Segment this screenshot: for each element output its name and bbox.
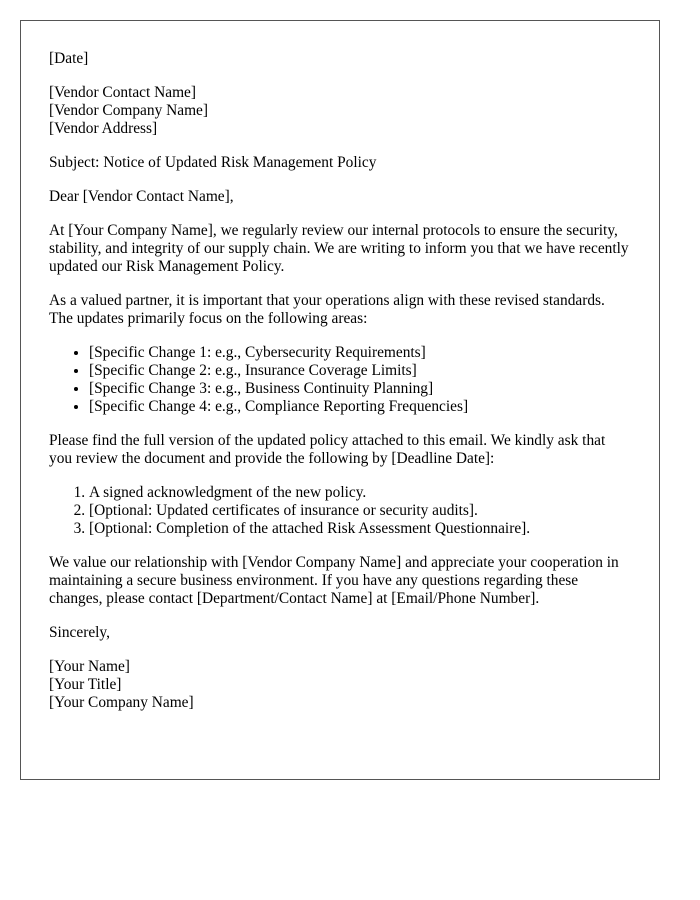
requirements-list xyxy=(49,484,631,538)
sender-company: [Your Company Name] xyxy=(49,694,194,711)
list-item: • [Specific Change 3: e.g., Business Continuity Planning] xyxy=(89,380,631,398)
letter-signoff: Sincerely, xyxy=(49,624,110,641)
list-item: 2. [Optional: Updated certificates of insurance or security audits]. xyxy=(89,502,631,520)
paragraph-request: Please find the full version of the updated policy attached to this email. We kindly ask that you review the document and provide the following by [Deadline Date]: xyxy=(49,432,606,467)
sender-title: [Your Title] xyxy=(49,676,122,693)
letter-document xyxy=(20,20,660,780)
recipient-address-block xyxy=(49,84,631,138)
policy-changes-list xyxy=(49,344,631,416)
sender-name: [Your Name] xyxy=(49,658,130,675)
list-item: 3. [Optional: Completion of the attached Risk Assessment Questionnaire]. xyxy=(89,520,631,538)
list-item: • [Specific Change 1: e.g., Cybersecurity Requirements] xyxy=(89,344,631,362)
recipient-company-name: [Vendor Company Name] xyxy=(49,102,208,119)
list-item: • [Specific Change 4: e.g., Compliance Reporting Frequencies] xyxy=(89,398,631,416)
letter-date: [Date] xyxy=(49,50,89,67)
paragraph-intro: At [Your Company Name], we regularly review our internal protocols to ensure the security, stability, and integrity of our supply chain. We are writing to inform you that we have recently updated our Risk Management Policy. xyxy=(49,222,629,275)
paragraph-closing: We value our relationship with [Vendor Company Name] and appreciate your cooperation in maintaining a secure business environment. If you have any questions regarding these changes, please contact [Department/Contact Name] at [Email/Phone Number]. xyxy=(49,554,619,607)
paragraph-partner: As a valued partner, it is important that your operations align with these revised standards. The updates primarily focus on the following areas: xyxy=(49,292,605,327)
recipient-address: [Vendor Address] xyxy=(49,120,158,137)
list-item: 1. A signed acknowledgment of the new policy. xyxy=(89,484,631,502)
letter-salutation: Dear [Vendor Contact Name], xyxy=(49,188,234,205)
list-item: • [Specific Change 2: e.g., Insurance Coverage Limits] xyxy=(89,362,631,380)
recipient-contact-name: [Vendor Contact Name] xyxy=(49,84,197,101)
sender-signature-block xyxy=(49,658,631,712)
letter-subject: Subject: Notice of Updated Risk Management Policy xyxy=(49,154,377,171)
